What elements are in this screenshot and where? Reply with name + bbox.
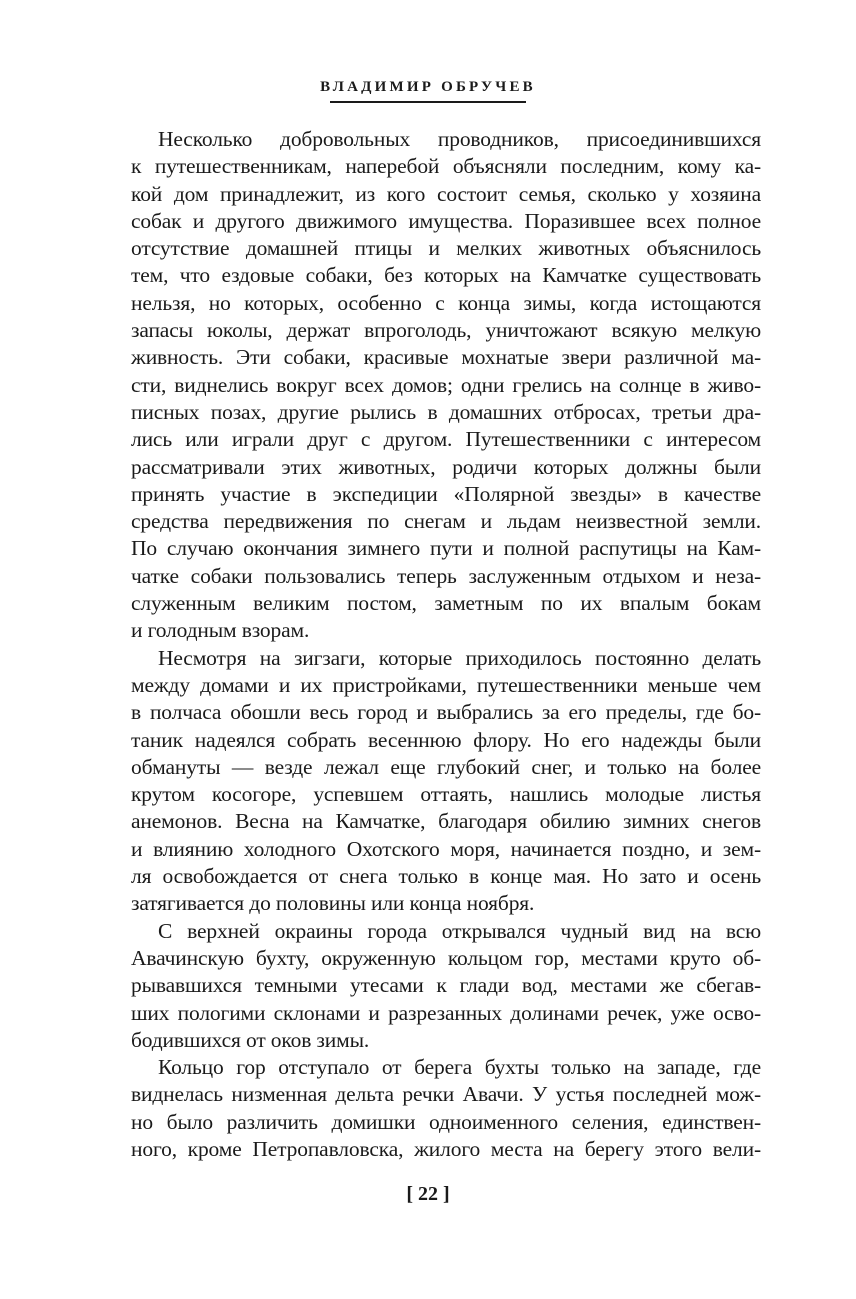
text-line: чатке собаки пользовались теперь заслуженным отдыхом и неза-	[131, 563, 761, 588]
text-line: средства передвижения по снегам и льдам неизвестной земли.	[131, 509, 761, 534]
text-line: между домами и их пристройками, путешественники меньше чем	[131, 672, 761, 697]
text-line: сти, виднелись вокруг всех домов; одни грелись на солнце в живо-	[131, 372, 761, 397]
text-line: и влиянию холодного Охотского моря, начинается поздно, и зем-	[131, 836, 761, 861]
text-line: но было различить домишки одноименного селения, единствен-	[131, 1109, 761, 1134]
text-line: Кольцо гор отступало от берега бухты только на западе, где	[158, 1055, 761, 1080]
text-line: По случаю окончания зимнего пути и полной распутицы на Кам-	[131, 536, 761, 561]
text-line: Несмотря на зигзаги, которые приходилось постоянно делать	[158, 645, 761, 670]
text-line: отсутствие домашней птицы и мелких животных объяснилось	[131, 236, 761, 261]
text-line: Авачинскую бухту, окруженную кольцом гор, местами круто об-	[131, 945, 761, 970]
text-line: таник надеялся собрать весеннюю флору. Но его надежды были	[131, 727, 761, 752]
text-line: собак и другого движимого имущества. Поразившее всех полное	[131, 208, 761, 233]
text-line: обмануты — везде лежал еще глубокий снег, и только на более	[131, 754, 761, 779]
text-line: писных позах, другие рылись в домашних отбросах, третьи дра-	[131, 399, 761, 424]
text-line: кой дом принадлежит, из кого состоит семья, сколько у хозяина	[131, 181, 761, 206]
text-line: крутом косогоре, успевшем оттаять, нашлись молодые листья	[131, 782, 761, 807]
running-head	[0, 78, 856, 103]
text-line: анемонов. Весна на Камчатке, благодаря обилию зимних снегов	[131, 809, 761, 834]
text-line: виднелась низменная дельта речки Авачи. У устья последней мож-	[131, 1082, 761, 1107]
page-number: [ 22 ]	[406, 1183, 450, 1205]
running-head-rule	[330, 101, 526, 103]
text-line: и голодным взорам.	[131, 618, 310, 643]
text-line: в полчаса обошли весь город и выбрались за его пределы, где бо-	[131, 700, 761, 725]
text-line: ля освобождается от снега только в конце мая. Но зато и осень	[131, 864, 761, 889]
running-head-author: ВЛАДИМИР ОБРУЧЕВ	[320, 79, 536, 95]
body-text	[131, 126, 761, 1163]
text-line: Несколько добровольных проводников, присоединившихся	[158, 127, 761, 151]
text-line: запасы юколы, держат впроголодь, уничтожают всякую мелкую	[131, 318, 761, 343]
text-line: живность. Эти собаки, красивые мохнатые звери различной ма-	[131, 345, 761, 370]
text-line: затягивается до половины или конца ноября.	[131, 891, 535, 916]
text-line: рывавшихся темными утесами к глади вод, местами же сбегав-	[131, 973, 761, 998]
text-line: рассматривали этих животных, родичи которых должны были	[131, 454, 761, 479]
text-line: С верхней окраины города открывался чудный вид на всю	[158, 918, 761, 943]
text-line: бодившихся от оков зимы.	[131, 1027, 370, 1052]
text-line: лись или играли друг с другом. Путешественники с интересом	[131, 427, 761, 452]
text-line: тем, что ездовые собаки, без которых на Камчатке существовать	[131, 263, 761, 288]
text-line: ших пологими склонами и разрезанных долинами речек, уже осво-	[131, 1000, 761, 1025]
text-line: нельзя, но которых, особенно с конца зимы, когда истощаются	[131, 290, 761, 315]
text-line: ного, кроме Петропавловска, жилого места на берегу этого вели-	[131, 1136, 761, 1161]
text-line: к путешественникам, наперебой объясняли последним, кому ка-	[131, 154, 761, 179]
text-line: принять участие в экспедиции «Полярной звезды» в качестве	[131, 481, 761, 506]
text-line: служенным великим постом, заметным по их впалым бокам	[131, 591, 761, 616]
